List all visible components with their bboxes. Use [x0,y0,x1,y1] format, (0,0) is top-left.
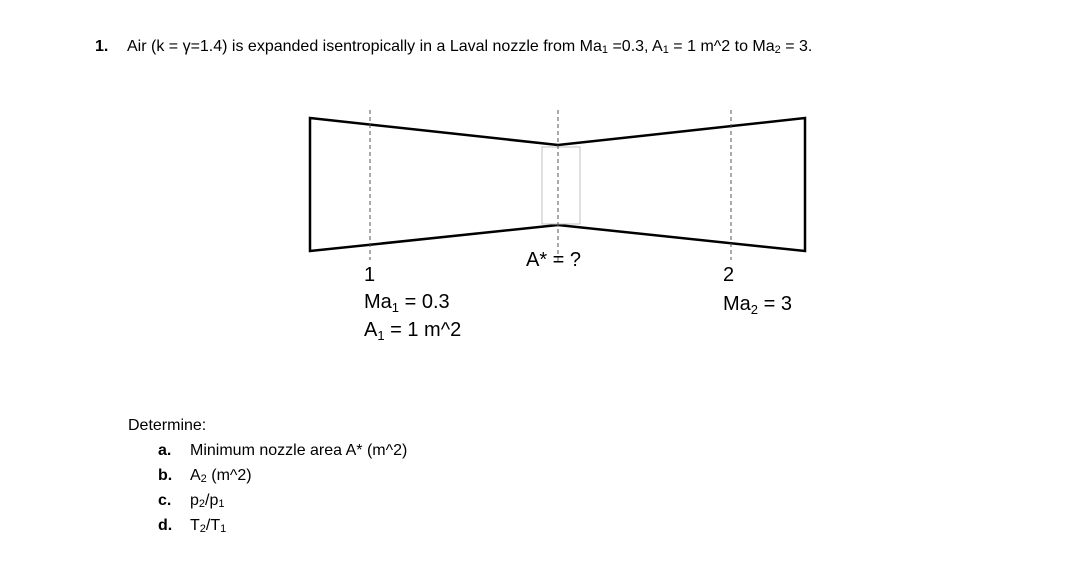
item-text: A [190,467,201,484]
station1-area [364,320,461,342]
item-sub-2: 1 [218,498,225,510]
station1-area-sub: 1 [377,328,385,343]
statement-text-2: =0.3, A [608,38,663,55]
item-text: Minimum nozzle area A* (m^2) [190,442,408,459]
station1-mach-value: = 0.3 [399,291,450,313]
station2-mach-sub: 2 [750,302,759,317]
statement-text-1: Air (k = γ=1.4) is expanded isentropically in a Laval nozzle from Ma [127,38,602,55]
item-text: T [190,517,200,534]
statement-sub-3: 2 [774,44,781,56]
station1-mach-label: Ma [364,291,392,313]
item-letter: d. [158,517,173,534]
list-item [158,467,407,492]
station2-mach [723,294,792,316]
item-letter: c. [158,492,172,509]
item-text-mid: /T [205,517,221,534]
station2-number: 2 [723,264,735,286]
item-text-rest: (m^2) [206,467,252,484]
statement-text-3: = 1 m^2 to Ma [668,38,775,55]
statement-sub-2: 1 [662,44,669,56]
station2-mach-label: Ma [723,293,751,315]
statement-text-4: = 3. [780,38,813,55]
item-sub-2: 1 [220,523,227,535]
list-item [158,517,407,542]
station2-mach-value: = 3 [758,293,792,315]
statement-sub-1: 1 [601,44,609,56]
item-sub: 2 [198,498,206,510]
determine-heading: Determine: [128,417,207,434]
item-sub: 2 [200,473,207,485]
item-letter: b. [158,467,173,484]
throat-box [542,147,580,224]
item-text: p [190,492,199,509]
throat-label: A* = ? [526,249,582,271]
station1-area-value: = 1 m^2 [384,319,462,341]
station1-mach [364,292,450,314]
determine-list [158,442,407,542]
item-sub: 2 [199,523,206,535]
station1-number: 1 [364,264,376,286]
station1-area-label: A [364,319,378,341]
station1-mach-sub: 1 [391,300,400,315]
list-item [158,442,407,467]
item-text-mid: /p [205,492,219,509]
item-letter: a. [158,442,172,459]
list-item [158,492,407,517]
problem-number: 1. [95,38,109,55]
